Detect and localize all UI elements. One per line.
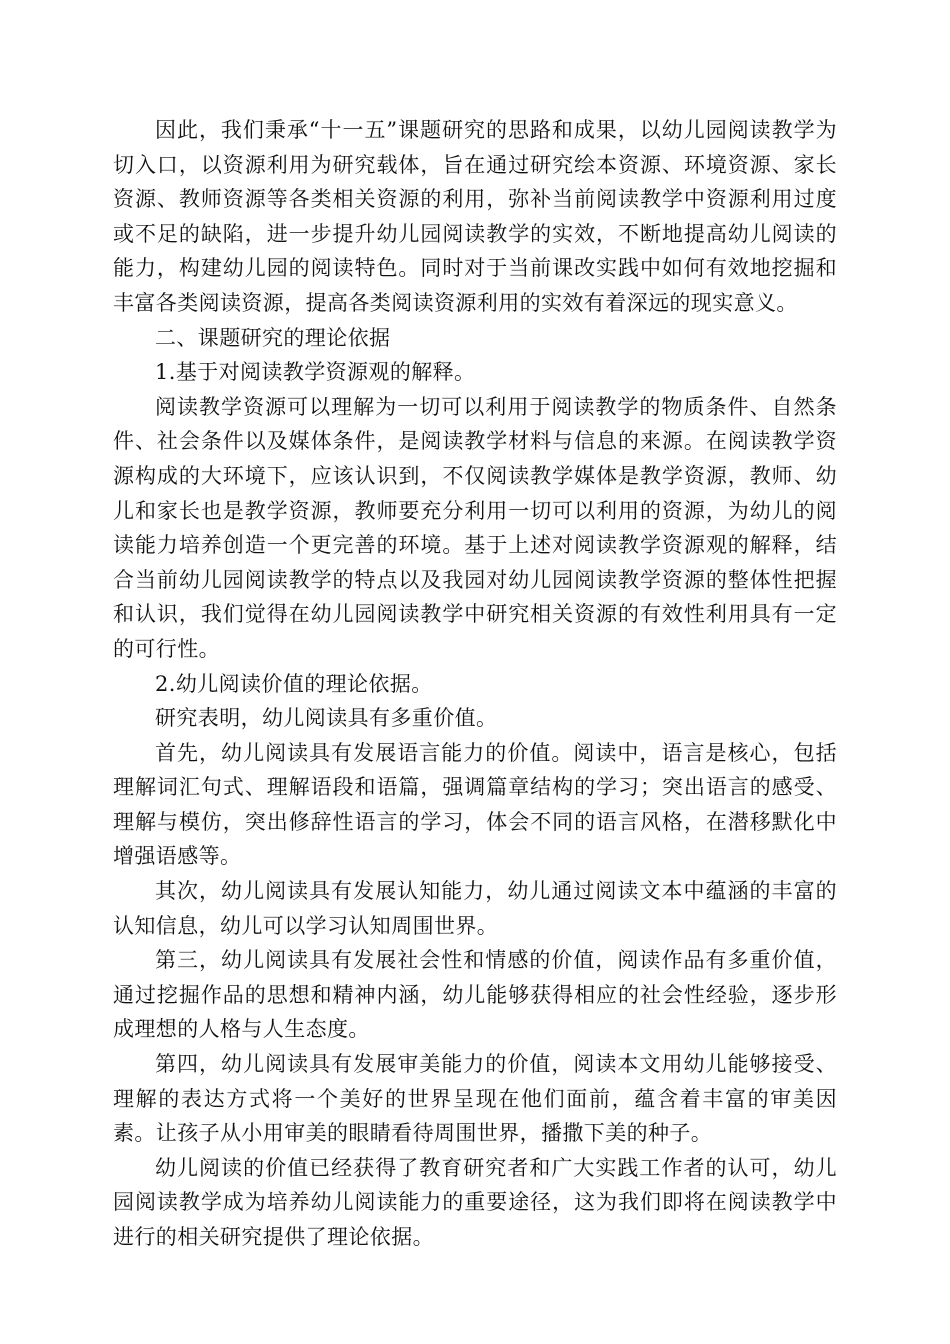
section-heading-theoretical-basis: 二、课题研究的理论依据: [155, 325, 391, 350]
subheading-resource-view: 1.基于对阅读教学资源观的解释。: [155, 360, 476, 385]
paragraph-resource-view: 阅读教学资源可以理解为一切可以利用于阅读教学的物质条件、自然条件、社会条件以及媒体条件，是阅读教学材料与信息的来源。在阅读教学资源构成的大环境下，应该认识到，不仅阅读教学媒体是教学资源，教师、幼儿和家长也是教学资源，教师要充分利用一切可以利用的资源，为幼儿的阅读能力培养创造一个更完善的环境。基于上述对阅读教学资源观的解释，结合当前幼儿园阅读教学的特点以及我园对幼儿园阅读教学资源的整体性把握和认识，我们觉得在幼儿园阅读教学中研究相关资源的有效性利用具有一定的可行性。: [113, 394, 837, 661]
paragraph-intro-purpose: 因此，我们秉承“十一五”课题研究的思路和成果，以幼儿园阅读教学为切入口，以资源利用为研究载体，旨在通过研究绘本资源、环境资源、家长资源、教师资源等各类相关资源的利用，弥补当前阅读教学中资源利用过度或不足的缺陷，进一步提升幼儿园阅读教学的实效，不断地提高幼儿阅读的能力，构建幼儿园的阅读特色。同时对于当前课改实践中如何有效地挖掘和丰富各类阅读资源，提高各类阅读资源利用的实效有着深远的现实意义。: [113, 118, 837, 315]
paragraph-value-social: 第三，幼儿阅读具有发展社会性和情感的价值，阅读作品有多重价值，通过挖掘作品的思想和精神内涵，幼儿能够获得相应的社会性经验，逐步形成理想的人格与人生态度。: [113, 948, 837, 1042]
paragraph-value-language: 首先，幼儿阅读具有发展语言能力的价值。阅读中，语言是核心，包括理解词汇句式、理解语段和语篇，强调篇章结构的学习；突出语言的感受、理解与模仿，突出修辞性语言的学习，体会不同的语言风格，在潜移默化中增强语感等。: [113, 740, 837, 869]
paragraph-research-shows: 研究表明，幼儿阅读具有多重价值。: [155, 706, 498, 731]
subheading-reading-value: 2.幼儿阅读价值的理论依据。: [155, 671, 433, 696]
document-body: [113, 113, 837, 1255]
paragraph-conclusion: 幼儿阅读的价值已经获得了教育研究者和广大实践工作者的认可，幼儿园阅读教学成为培养幼儿阅读能力的重要途径，这为我们即将在阅读教学中进行的相关研究提供了理论依据。: [113, 1155, 837, 1249]
paragraph-value-cognition: 其次，幼儿阅读具有发展认知能力，幼儿通过阅读文本中蕴涵的丰富的认知信息，幼儿可以学习认知周围世界。: [113, 879, 837, 938]
paragraph-value-aesthetic: 第四，幼儿阅读具有发展审美能力的价值，阅读本文用幼儿能够接受、理解的表达方式将一个美好的世界呈现在他们面前，蕴含着丰富的审美因素。让孩子从小用审美的眼睛看待周围世界，播撒下美的种子。: [113, 1052, 837, 1146]
